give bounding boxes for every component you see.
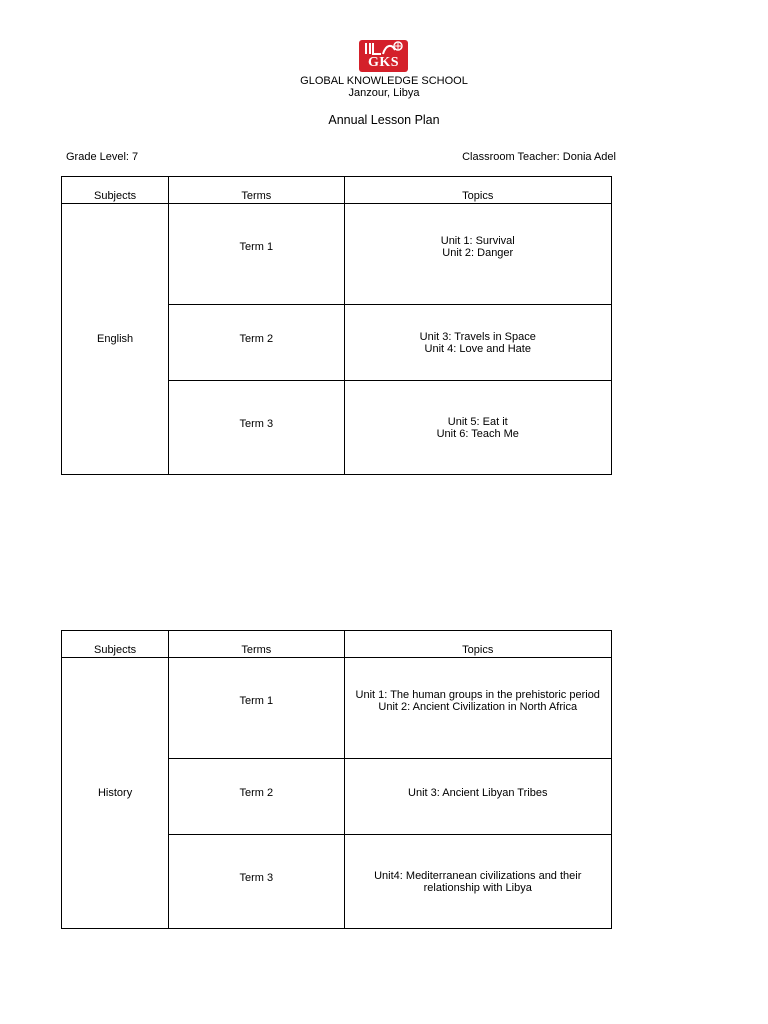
subject-cell bbox=[62, 204, 169, 475]
column-header-topics: Topics bbox=[344, 631, 612, 658]
logo-emblem-icon bbox=[359, 40, 408, 56]
term-label: Term 2 bbox=[239, 332, 274, 345]
page-title: Annual Lesson Plan bbox=[328, 113, 440, 127]
topics-cell bbox=[344, 305, 612, 381]
term-cell bbox=[169, 381, 344, 475]
column-header-subjects: Subjects bbox=[62, 177, 169, 204]
english-lesson-table bbox=[61, 176, 612, 475]
term-cell bbox=[169, 658, 344, 759]
topic-line: Unit 2: Ancient Civilization in North Africa bbox=[378, 701, 578, 713]
topic-line: Unit 5: Eat it bbox=[447, 415, 508, 428]
term-cell bbox=[169, 204, 344, 305]
term-cell bbox=[169, 759, 344, 835]
topic-line: Unit 3: Travels in Space bbox=[419, 330, 536, 343]
topics-cell bbox=[344, 658, 612, 759]
term-label: Term 1 bbox=[239, 241, 274, 253]
history-lesson-table bbox=[61, 630, 612, 929]
column-header-terms: Terms bbox=[169, 177, 344, 204]
table-header-row bbox=[62, 177, 612, 204]
topic-line: Unit 3: Ancient Libyan Tribes bbox=[408, 786, 548, 799]
term-label: Term 3 bbox=[239, 871, 274, 884]
term-label: Term 1 bbox=[239, 695, 274, 707]
column-header-terms: Terms bbox=[169, 631, 344, 658]
subject-label: English bbox=[97, 333, 134, 345]
topic-line: relationship with Libya bbox=[423, 881, 532, 894]
school-name: GLOBAL KNOWLEDGE SCHOOL bbox=[300, 75, 468, 87]
topic-line: Unit 4: Love and Hate bbox=[424, 342, 531, 355]
topics-cell bbox=[344, 381, 612, 475]
topic-line: Unit 1: The human groups in the prehistoric period bbox=[355, 689, 600, 701]
grade-level: Grade Level: 7 bbox=[66, 151, 139, 163]
classroom-teacher: Classroom Teacher: Donia Adel bbox=[462, 151, 616, 163]
table-row bbox=[62, 658, 612, 759]
subject-label: History bbox=[97, 787, 133, 799]
column-header-subjects: Subjects bbox=[62, 631, 169, 658]
school-logo bbox=[359, 40, 408, 72]
topic-line: Unit4: Mediterranean civilizations and their bbox=[374, 869, 582, 882]
topic-line: Unit 2: Danger bbox=[442, 247, 514, 259]
topic-line: Unit 1: Survival bbox=[440, 235, 515, 247]
term-cell bbox=[169, 835, 344, 929]
topics-cell bbox=[344, 835, 612, 929]
term-cell bbox=[169, 305, 344, 381]
term-label: Term 2 bbox=[239, 786, 274, 799]
subject-cell bbox=[62, 658, 169, 929]
logo-text: GKS bbox=[367, 55, 400, 70]
topics-cell bbox=[344, 204, 612, 305]
table-header-row bbox=[62, 631, 612, 658]
school-location: Janzour, Libya bbox=[348, 87, 420, 99]
term-label: Term 3 bbox=[239, 417, 274, 430]
column-header-topics: Topics bbox=[344, 177, 612, 204]
topic-line: Unit 6: Teach Me bbox=[436, 427, 519, 440]
topics-cell bbox=[344, 759, 612, 835]
table-row bbox=[62, 204, 612, 305]
